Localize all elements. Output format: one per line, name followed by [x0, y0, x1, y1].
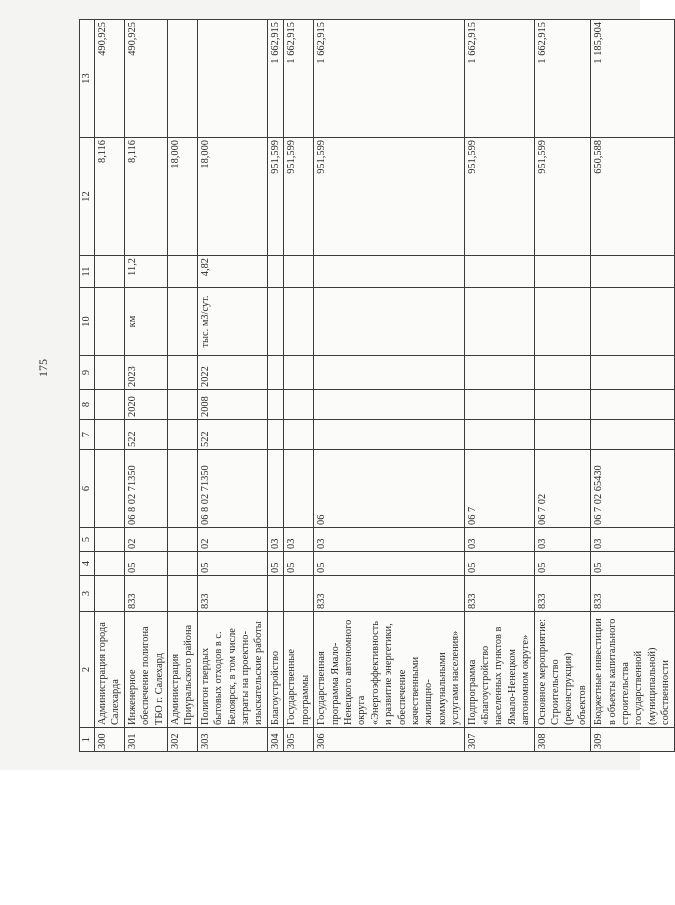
cell-col-3: [95, 576, 125, 612]
cell-col-7: [314, 420, 464, 450]
cell-col-5: 03: [591, 528, 674, 552]
cell-col-10: [95, 288, 125, 356]
cell-col-4: 05: [314, 552, 464, 576]
cell-col-2: Государственная программа Ямало-Ненецкого автономного округа «Энергоэффективность и развитие энергетики, обеспечение качественными жилищно-коммунальными услугами населения»: [314, 612, 464, 728]
budget-table: [79, 19, 675, 752]
cell-col-4: [168, 552, 198, 576]
cell-col-5: 02: [197, 528, 267, 552]
cell-col-7: [534, 420, 591, 450]
cell-col-13: 1 185,904: [591, 20, 674, 138]
cell-col-3: [267, 576, 283, 612]
cell-col-12: 951,599: [464, 138, 534, 256]
cell-col-1: 308: [534, 728, 591, 752]
cell-col-3: 833: [534, 576, 591, 612]
cell-col-8: [464, 390, 534, 420]
cell-col-6: [267, 450, 283, 528]
table-row: [284, 20, 314, 752]
cell-col-11: [464, 256, 534, 288]
cell-col-6: 06 8 02 71350: [124, 450, 167, 528]
cell-col-11: [314, 256, 464, 288]
cell-col-10: [534, 288, 591, 356]
table-row: [591, 20, 674, 752]
cell-col-4: 05: [267, 552, 283, 576]
cell-col-10: [168, 288, 198, 356]
cell-col-13: [197, 20, 267, 138]
cell-col-10: км: [124, 288, 167, 356]
cell-col-13: [168, 20, 198, 138]
table-row: [197, 20, 267, 752]
cell-col-7: 522: [124, 420, 167, 450]
cell-col-12: 951,599: [267, 138, 283, 256]
cell-col-8: [314, 390, 464, 420]
page-number: 175: [36, 359, 50, 377]
cell-col-7: [95, 420, 125, 450]
cell-col-12: 18,000: [197, 138, 267, 256]
cell-col-4: [95, 552, 125, 576]
cell-col-12: 18,000: [168, 138, 198, 256]
cell-col-9: [464, 356, 534, 390]
cell-col-11: [534, 256, 591, 288]
cell-col-4: 05: [464, 552, 534, 576]
cell-col-9: [591, 356, 674, 390]
table-row: [314, 20, 464, 752]
cell-col-6: [168, 450, 198, 528]
column-header: 12: [80, 138, 95, 256]
cell-col-12: 951,599: [534, 138, 591, 256]
cell-col-10: [464, 288, 534, 356]
cell-col-8: [95, 390, 125, 420]
cell-col-2: Полигон твердых бытовых отходов в с. Белоярск, в том числе затраты на проектно-изыскательские работы: [197, 612, 267, 728]
cell-col-5: [95, 528, 125, 552]
cell-col-1: 302: [168, 728, 198, 752]
cell-col-9: [534, 356, 591, 390]
cell-col-1: 306: [314, 728, 464, 752]
cell-col-3: 833: [591, 576, 674, 612]
cell-col-1: 301: [124, 728, 167, 752]
cell-col-6: 06 8 02 71350: [197, 450, 267, 528]
cell-col-2: Инженерное обеспечение полигона ТБО г. Салехард: [124, 612, 167, 728]
cell-col-5: 02: [124, 528, 167, 552]
rotated-table-wrapper: [79, 20, 672, 752]
cell-col-9: [95, 356, 125, 390]
cell-col-13: 1 662,915: [534, 20, 591, 138]
cell-col-11: [591, 256, 674, 288]
cell-col-1: 309: [591, 728, 674, 752]
column-header: 1: [80, 728, 95, 752]
cell-col-4: 05: [534, 552, 591, 576]
cell-col-11: 4,82: [197, 256, 267, 288]
cell-col-9: [168, 356, 198, 390]
cell-col-9: 2022: [197, 356, 267, 390]
column-header: 13: [80, 20, 95, 138]
cell-col-2: Основное мероприятие: Строительство (реконструкция) объектов: [534, 612, 591, 728]
cell-col-3: [168, 576, 198, 612]
cell-col-13: 1 662,915: [284, 20, 314, 138]
cell-col-5: 03: [314, 528, 464, 552]
column-header: 3: [80, 576, 95, 612]
cell-col-11: [284, 256, 314, 288]
cell-col-9: [267, 356, 283, 390]
cell-col-10: [284, 288, 314, 356]
cell-col-8: [168, 390, 198, 420]
cell-col-11: [95, 256, 125, 288]
column-header: 2: [80, 612, 95, 728]
cell-col-13: 490,925: [95, 20, 125, 138]
header-row: [80, 20, 95, 752]
cell-col-3: 833: [124, 576, 167, 612]
cell-col-7: [591, 420, 674, 450]
cell-col-11: [267, 256, 283, 288]
cell-col-5: 03: [284, 528, 314, 552]
column-header: 11: [80, 256, 95, 288]
cell-col-13: 1 662,915: [267, 20, 283, 138]
cell-col-4: 05: [197, 552, 267, 576]
cell-col-6: 06 7 02 65430: [591, 450, 674, 528]
cell-col-8: 2008: [197, 390, 267, 420]
cell-col-1: 303: [197, 728, 267, 752]
table-row: [124, 20, 167, 752]
cell-col-2: Администрация Приуральского района: [168, 612, 198, 728]
column-header: 8: [80, 390, 95, 420]
cell-col-8: [267, 390, 283, 420]
cell-col-7: 522: [197, 420, 267, 450]
table-row: [168, 20, 198, 752]
cell-col-8: 2020: [124, 390, 167, 420]
cell-col-6: [95, 450, 125, 528]
cell-col-6: 06 7 02: [534, 450, 591, 528]
cell-col-5: 03: [534, 528, 591, 552]
cell-col-10: [314, 288, 464, 356]
cell-col-6: 06 7: [464, 450, 534, 528]
cell-col-4: 05: [124, 552, 167, 576]
cell-col-4: 05: [591, 552, 674, 576]
cell-col-12: 8,116: [95, 138, 125, 256]
cell-col-13: 1 662,915: [464, 20, 534, 138]
cell-col-12: 951,599: [314, 138, 464, 256]
cell-col-2: Бюджетные инвестиции в объекты капитального строительства государственной (муниципальной) собственности: [591, 612, 674, 728]
cell-col-10: тыс. м3/сут.: [197, 288, 267, 356]
cell-col-3: 833: [464, 576, 534, 612]
cell-col-8: [591, 390, 674, 420]
table-row: [95, 20, 125, 752]
table-row: [534, 20, 591, 752]
cell-col-5: 03: [464, 528, 534, 552]
table-row: [267, 20, 283, 752]
cell-col-3: [284, 576, 314, 612]
cell-col-1: 307: [464, 728, 534, 752]
cell-col-11: 11,2: [124, 256, 167, 288]
cell-col-8: [284, 390, 314, 420]
column-header: 10: [80, 288, 95, 356]
cell-col-2: Администрация города Салехарда: [95, 612, 125, 728]
cell-col-10: [591, 288, 674, 356]
cell-col-9: 2023: [124, 356, 167, 390]
table-body: [95, 20, 675, 752]
cell-col-13: 1 662,915: [314, 20, 464, 138]
cell-col-5: [168, 528, 198, 552]
cell-col-12: 951,599: [284, 138, 314, 256]
cell-col-6: [284, 450, 314, 528]
cell-col-7: [284, 420, 314, 450]
cell-col-12: 8,116: [124, 138, 167, 256]
cell-col-2: Государственные программы: [284, 612, 314, 728]
cell-col-9: [314, 356, 464, 390]
cell-col-3: 833: [197, 576, 267, 612]
cell-col-11: [168, 256, 198, 288]
column-header: 6: [80, 450, 95, 528]
column-header: 5: [80, 528, 95, 552]
cell-col-3: 833: [314, 576, 464, 612]
cell-col-7: [267, 420, 283, 450]
cell-col-5: 03: [267, 528, 283, 552]
cell-col-4: 05: [284, 552, 314, 576]
cell-col-12: 650,588: [591, 138, 674, 256]
column-header: 9: [80, 356, 95, 390]
column-header: 7: [80, 420, 95, 450]
cell-col-7: [168, 420, 198, 450]
cell-col-13: 490,925: [124, 20, 167, 138]
cell-col-6: 06: [314, 450, 464, 528]
cell-col-2: Подпрограмма «Благоустройство населенных пунктов в Ямало-Ненецком автономном округе»: [464, 612, 534, 728]
cell-col-2: Благоустройство: [267, 612, 283, 728]
cell-col-9: [284, 356, 314, 390]
cell-col-8: [534, 390, 591, 420]
cell-col-1: 300: [95, 728, 125, 752]
cell-col-10: [267, 288, 283, 356]
cell-col-7: [464, 420, 534, 450]
cell-col-1: 305: [284, 728, 314, 752]
column-header: 4: [80, 552, 95, 576]
table-row: [464, 20, 534, 752]
cell-col-1: 304: [267, 728, 283, 752]
